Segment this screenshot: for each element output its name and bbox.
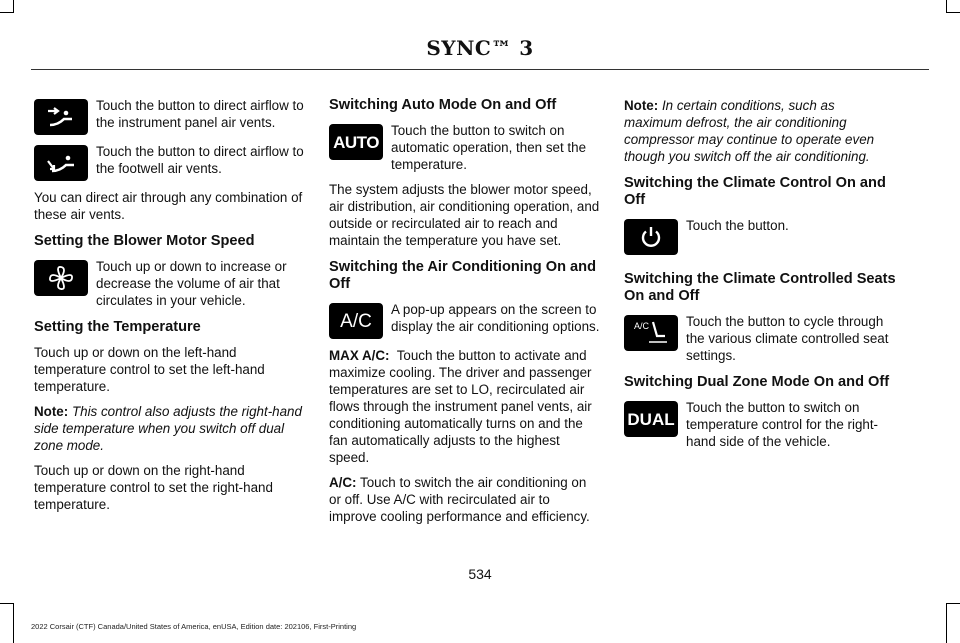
airflow-footwell-row (34, 143, 306, 181)
max-ac-label: MAX A/C: (329, 348, 390, 363)
page-number: 534 (468, 566, 492, 582)
auto-row (329, 122, 601, 173)
dual-row (624, 399, 896, 450)
crop-mark (946, 604, 947, 643)
crop-mark (0, 603, 14, 604)
dual-text: Touch the button to switch on temperature control for the right-hand side of the vehicle. (686, 400, 879, 449)
auto-desc: The system adjusts the blower motor speed, air distribution, air conditioning operation, and outside or recirculated air to reach and maintain the temperature you have set. (329, 182, 600, 248)
crop-mark (946, 603, 960, 604)
ac-heading: Switching the Air Conditioning On and Off (329, 259, 596, 292)
note-text: In certain conditions, such as maximum defrost, the air conditioning compressor may continue to operate even though you switch off the air conditioning. (624, 98, 875, 164)
fan-icon (34, 260, 88, 296)
seats-text: Touch the button to cycle through the various climate controlled seat settings. (686, 314, 889, 363)
airflow-footwell-text: Touch the button to direct airflow to the footwell air vents. (96, 144, 304, 176)
temp-right-text: Touch up or down on the right-hand temperature control to set the right-hand temperature. (34, 463, 273, 512)
column-3 (624, 97, 896, 458)
power-icon (624, 219, 678, 255)
seats-heading: Switching the Climate Controlled Seats On and Off (624, 271, 896, 304)
page-header: SYNC™ 3 (426, 36, 534, 60)
airflow-panel-row (34, 97, 306, 135)
crop-mark (0, 12, 14, 13)
ac-desc: Touch to switch the air conditioning on or off. Use A/C with recirculated air to improve cooling performance and efficiency. (329, 475, 590, 524)
blower-heading: Setting the Blower Motor Speed (34, 233, 255, 249)
auto-text: Touch the button to switch on automatic operation, then set the temperature. (391, 123, 587, 172)
temp-note (34, 403, 306, 454)
ac-label: A/C: (329, 475, 357, 490)
ac-desc-text (329, 474, 601, 525)
dual-heading: Switching Dual Zone Mode On and Off (624, 374, 890, 390)
climate-row (624, 217, 896, 255)
note-label: Note: (34, 404, 69, 419)
ac-icon: A/C (329, 303, 383, 339)
ac-row (329, 301, 601, 339)
seats-row (624, 313, 896, 364)
column-2 (329, 97, 601, 533)
panel-vent-icon (34, 99, 88, 135)
crop-mark (13, 0, 14, 13)
auto-icon: AUTO (329, 124, 383, 160)
ac-text: A pop-up appears on the screen to display the air conditioning options. (391, 302, 600, 334)
crop-mark (946, 0, 947, 13)
climate-heading: Switching the Climate Control On and Off (624, 175, 886, 208)
footer-text: 2022 Corsair (CTF) Canada/United States of America, enUSA, Edition date: 202106, First-Printing (31, 622, 357, 631)
footwell-vent-icon (34, 145, 88, 181)
dual-icon: DUAL (624, 401, 678, 437)
auto-heading: Switching Auto Mode On and Off (329, 97, 557, 113)
header-rule (31, 69, 929, 70)
note-text: This control also adjusts the right-hand side temperature when you switch off dual zone mode. (34, 404, 302, 453)
airflow-panel-text: Touch the button to direct airflow to the instrument panel air vents. (96, 98, 304, 130)
climate-seat-icon (624, 315, 678, 351)
blower-row (34, 258, 306, 309)
max-ac-text (329, 347, 601, 466)
crop-mark (13, 604, 14, 643)
seat-icon-label: A/C (634, 321, 650, 331)
crop-mark (946, 12, 960, 13)
blower-text: Touch up or down to increase or decrease the volume of air that circulates in your vehicle. (96, 259, 287, 308)
temp-heading: Setting the Temperature (34, 319, 201, 335)
combo-text: You can direct air through any combination of these air vents. (34, 190, 303, 222)
temp-left-text: Touch up or down on the left-hand temperature control to set the left-hand temperature. (34, 345, 265, 394)
max-ac-desc: Touch the button to activate and maximize cooling. The driver and passenger temperatures are set to LO, recirculated air flows through the instrument panel vents, air conditioning automatically turns on and the fan automatically adjusts to the highest speed. (329, 348, 592, 465)
ac-note (624, 97, 896, 165)
climate-text: Touch the button. (686, 218, 789, 233)
note-label: Note: (624, 98, 659, 113)
column-1 (34, 97, 306, 521)
